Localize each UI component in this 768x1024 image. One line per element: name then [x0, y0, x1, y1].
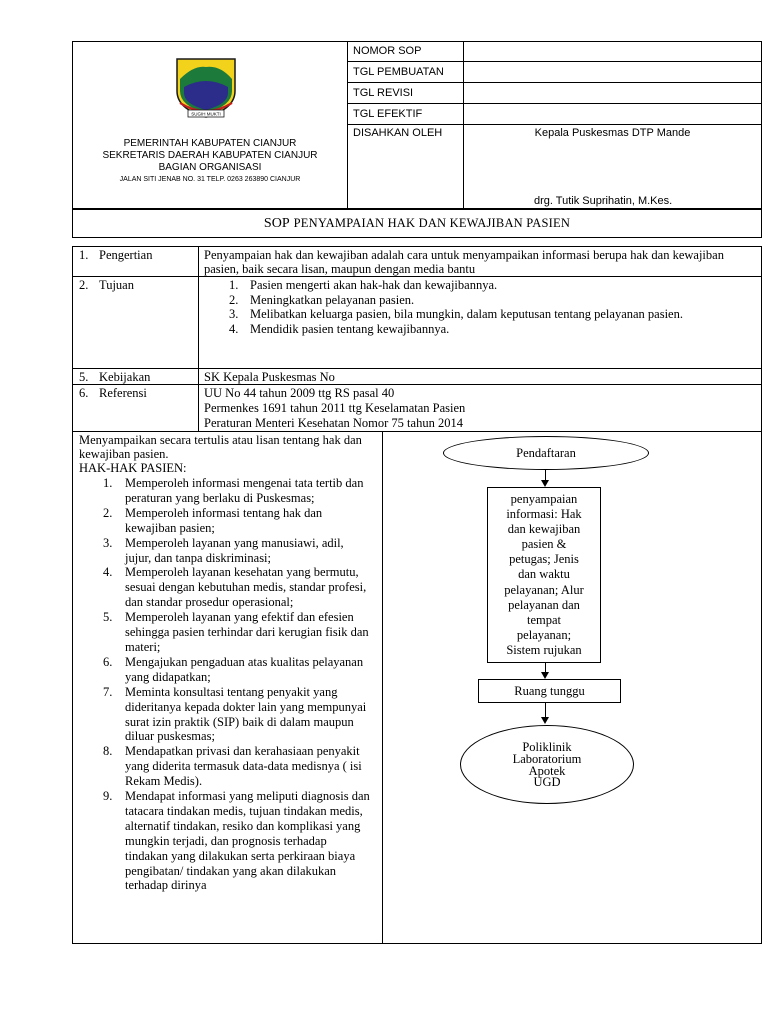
- row-referensi-content: [198, 384, 762, 432]
- org-address: JALAN SITI JENAB NO. 31 TELP. 0263 263890 CIANJUR: [119, 176, 301, 183]
- row-label: Referensi: [99, 386, 147, 400]
- row-num: 1.: [79, 248, 89, 262]
- list-item: 1. Memperoleh informasi mengenai tata tertib dan peraturan yang berlaku di Puskesmas;: [103, 476, 364, 505]
- flow-arrow: [545, 470, 546, 480]
- row-label: Pengertian: [99, 248, 153, 262]
- flow-info-node: penyampaian informasi: Hak dan kewajiban pasien & petugas; Jenis dan waktu pelayanan; Alur pelayanan dan tempat pelayanan; Sistem rujukan: [487, 487, 601, 663]
- flow-start-node: [443, 436, 649, 470]
- tujuan-list: [229, 278, 759, 336]
- sop-title-prefix: SOP: [263, 216, 290, 231]
- referensi-line: UU No 44 tahun 2009 ttg RS pasal 40: [204, 386, 395, 400]
- field-tgl-efektif-label: TGL EFEKTIF: [347, 103, 464, 125]
- referensi-line: Peraturan Menteri Kesehatan Nomor 75 tahun 2014: [204, 416, 463, 430]
- rights-list: [103, 476, 371, 893]
- row-kebijakan-content: [198, 368, 762, 385]
- flow-waiting-label: Ruang tunggu: [514, 684, 585, 698]
- row-kebijakan-label: [72, 368, 199, 385]
- list-item: 6. Mengajukan pengaduan atas kualitas pelayanan yang didapatkan;: [103, 654, 364, 684]
- field-tgl-pembuatan-value: [463, 61, 762, 83]
- list-item: 3. Melibatkan keluarga pasien, bila mungkin, dalam keputusan tentang pelayanan pasien.: [229, 307, 683, 321]
- sop-title-text: PENYAMPAIAN HAK DAN KEWAJIBAN PASIEN: [293, 216, 571, 230]
- field-tgl-revisi-label: TGL REVISI: [347, 82, 464, 104]
- flow-arrow: [545, 703, 546, 717]
- procedure-heading: HAK-HAK PASIEN:: [79, 461, 187, 475]
- org-block: [73, 42, 347, 208]
- flow-waiting-node: [478, 679, 621, 703]
- flow-arrow-head: [541, 480, 549, 487]
- list-item: 2. Memperoleh informasi tentang hak dan kewajiban pasien;: [103, 505, 323, 535]
- list-item: 5. Memperoleh layanan yang efektif dan efesien sehingga pasien terhindar dari kerugian fisik dan materi;: [103, 610, 369, 654]
- kebijakan-text: SK Kepala Puskesmas No: [204, 370, 335, 384]
- procedure-intro: Menyampaikan secara tertulis atau lisan tentang hak dan kewajiban pasien.: [79, 433, 362, 461]
- list-item: 3. Memperoleh layanan yang manusiawi, adil, jujur, dan tanpa diskriminasi;: [103, 535, 344, 565]
- flow-end-node: Poliklinik Laboratorium Apotek UGD: [460, 725, 634, 804]
- row-pengertian-content: [198, 246, 762, 277]
- approver-title: Kepala Puskesmas DTP Mande: [534, 127, 691, 139]
- row-tujuan-label: [72, 276, 199, 369]
- field-disahkan-value: [463, 124, 762, 209]
- flow-arrow-head: [541, 672, 549, 679]
- flow-arrow-head: [541, 717, 549, 724]
- field-tgl-revisi-value: [463, 82, 762, 104]
- field-nomor-sop-label: NOMOR SOP: [347, 41, 464, 62]
- row-pengertian-label: [72, 246, 199, 277]
- field-tgl-pembuatan-label: TGL PEMBUATAN: [347, 61, 464, 83]
- procedure-cell: [72, 431, 383, 944]
- sections-table: [72, 246, 762, 432]
- row-num: 2.: [79, 278, 89, 292]
- referensi-line: Permenkes 1691 tahun 2011 ttg Keselamatan Pasien: [204, 401, 466, 415]
- row-label: Tujuan: [99, 278, 134, 292]
- flowchart-cell: [382, 431, 762, 944]
- row-label: Kebijakan: [99, 370, 151, 384]
- org-line-2: SEKRETARIS DAERAH KABUPATEN CIANJUR: [102, 150, 318, 161]
- org-line-1: PEMERINTAH KABUPATEN CIANJUR: [123, 138, 297, 149]
- row-tujuan-content: [198, 276, 762, 369]
- row-num: 6.: [79, 386, 89, 400]
- flow-start-label: Pendaftaran: [516, 446, 576, 460]
- row-referensi-label: [72, 384, 199, 432]
- list-item: 4. Memperoleh layanan kesehatan yang bermutu, sesuai dengan kebutuhan medis, standar profesi, dan standar prosedur operasional;: [103, 565, 367, 610]
- field-nomor-sop-value: [463, 41, 762, 62]
- list-item: 7. Meminta konsultasi tentang penyakit yang dideritanya kepada dokter lain yang mempunyai surat izin praktik (SIP) baik di dalam maupun diluar puskesmas;: [103, 684, 367, 744]
- list-item: 9. Mendapat informasi yang meliputi diagnosis dan tatacara tindakan medis, tujuan tindakan medis, alternatif tindakan, resiko dan komplikasi yang mungkin terjadi, dan prognosis terhadap tindakan yang dilakukan serta perkiraan biaya pengibatan/ tindakan yang akan dilakukan terhadap dirinya: [103, 789, 370, 893]
- cianjur-logo: [174, 57, 238, 119]
- list-item: 1. Pasien mengerti akan hak-hak dan kewajibannya.: [229, 278, 498, 292]
- signatory-name: drg. Tutik Suprihatin, M.Kes.: [534, 195, 673, 207]
- list-item: 4. Mendidik pasien tentang kewajibannya.: [229, 321, 450, 336]
- list-item: 8. Mendapatkan privasi dan kerahasiaan penyakit yang diderita termasuk data-data medisnya ( isi Rekam Medis).: [103, 744, 362, 789]
- pengertian-text: Penyampaian hak dan kewajiban adalah cara untuk menyampaikan informasi berupa hak dan kewajiban pasien, baik secara lisan, maupun dengan media bantu: [204, 248, 724, 276]
- referensi-lines: [204, 386, 465, 431]
- list-item: 2. Meningkatkan pelayanan pasien.: [229, 292, 415, 307]
- field-tgl-efektif-value: [463, 103, 762, 125]
- org-line-3: BAGIAN ORGANISASI: [158, 162, 262, 173]
- org-name-lines: [73, 138, 347, 174]
- logo-motto: SUGIH MUKTI: [191, 111, 221, 117]
- field-disahkan-label: DISAHKAN OLEH: [347, 124, 464, 209]
- row-num: 5.: [79, 370, 89, 384]
- header-fields: [347, 41, 762, 209]
- sop-title-bar: [72, 209, 762, 238]
